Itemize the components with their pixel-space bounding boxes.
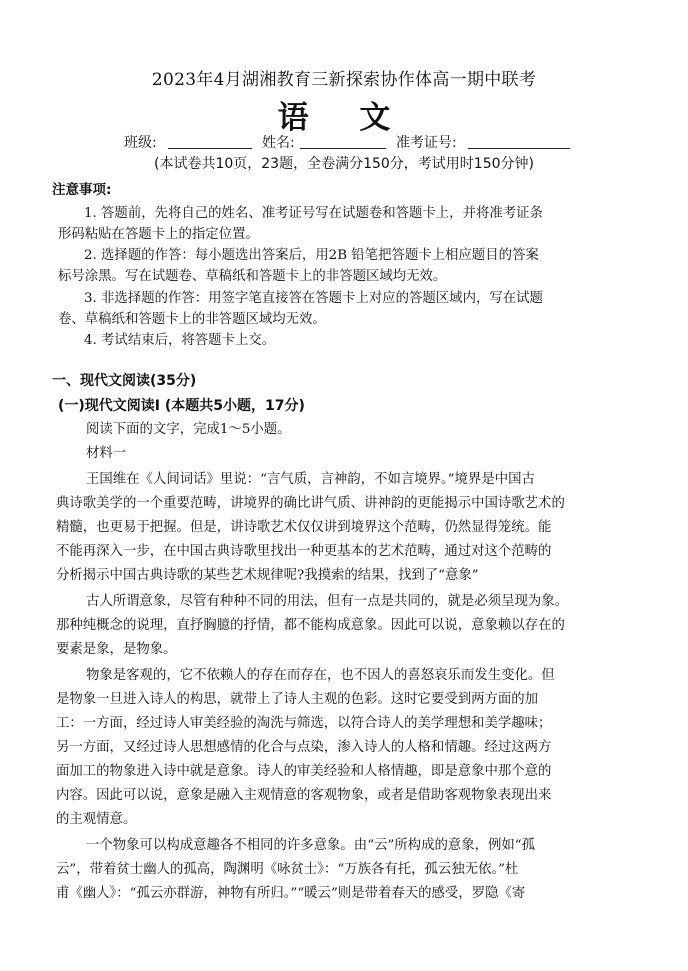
- body-line: 甫《幽人》：“孤云亦群游，神物有所归。”“暖云”则是带着春天的感受，罗隐《寄: [56, 886, 526, 901]
- instruction-text: 阅读下面的文字，完成1～5小题。: [86, 422, 291, 437]
- body-line: 另一方面，又经过诗人思想感情的化合与点染，渗入诗人的人格和情趣。经过这两方: [56, 740, 552, 755]
- body-line: 古人所谓意象，尽管有种种不同的用法，但有一点是共同的，就是必须呈现为象。: [86, 594, 569, 609]
- notice-heading: 注意事项:: [52, 182, 112, 198]
- exam-note: (本试卷共10页，23题，全卷满分150分，考试用时150分钟): [154, 156, 534, 172]
- body-line: 一个物象可以构成意趣各不相同的许多意象。由“云”所构成的意象，例如“孤: [86, 838, 536, 853]
- class-label: 班级:: [124, 135, 157, 151]
- notice-line: 形码粘贴在答题卡上的指定位置。: [58, 227, 259, 242]
- body-line: 内容。因此可以说，意象是融入主观情意的客观物象，或者是借助客观物象表现出来: [56, 788, 552, 803]
- exam-title: 2023年4月湖湘教育三新探索协作体高一期中联考: [151, 70, 537, 90]
- body-line: 是物象一旦进入诗人的构思，就带上了诗人主观的色彩。这时它要受到两方面的加: [56, 692, 539, 707]
- notice-line: 2. 选择题的作答：每小题选出答案后，用2B 铅笔把答题卡上相应题目的答案: [84, 248, 539, 263]
- material-label: 材料一: [86, 446, 127, 461]
- subject-title: 语 文: [277, 100, 411, 136]
- name-label: 姓名:: [262, 135, 295, 151]
- body-line: 不能再深入一步，在中国古典诗歌里找出一种更基本的艺术范畴，通过对这个范畴的: [56, 544, 552, 559]
- body-line: 的主观情意。: [56, 812, 137, 827]
- notice-line: 4. 考试结束后，将答题卡上交。: [84, 333, 276, 348]
- body-line: 那种纯概念的说理，直抒胸臆的抒情，都不能构成意象。因此可以说，意象赖以存在的: [56, 618, 565, 633]
- body-line: 云”，带着贫士幽人的孤高，陶渊明《咏贫士》：“万族各有托，孤云独无依。”杜: [56, 862, 519, 877]
- subsection-heading: (一)现代文阅读Ⅰ (本题共5小题，17分): [58, 398, 305, 414]
- notice-line: 1. 答题前，先将自己的姓名、准考证号写在试题卷和答题卡上，并将准考证条: [84, 206, 543, 221]
- body-line: 分析揭示中国古典诗歌的某些艺术规律呢?我摸索的结果，找到了“意象”: [56, 568, 479, 583]
- notice-line: 3. 非选择题的作答：用签字笔直接答在答题卡上对应的答题区域内，写在试题: [84, 291, 543, 306]
- body-line: 物象是客观的，它不依赖人的存在而存在，也不因人的喜怒哀乐而发生变化。但: [86, 668, 555, 683]
- body-line: 工：一方面，经过诗人审美经验的淘洗与筛选，以符合诗人的美学理想和美学趣味；: [56, 716, 552, 731]
- class-field[interactable]: [168, 134, 252, 149]
- body-line: 王国维在《人间词话》里说：“言气质，言神韵，不如言境界。”境界是中国古: [86, 472, 535, 487]
- body-line: 精髓，也更易于把握。但是，讲诗歌艺术仅仅讲到境界这个范畴，仍然显得笼统。能: [56, 520, 552, 535]
- id-label: 准考证号:: [396, 135, 457, 151]
- section-heading: 一、现代文阅读(35分): [52, 373, 197, 389]
- id-field[interactable]: [468, 134, 570, 149]
- body-line: 面加工的物象进入诗中就是意象。诗人的审美经验和人格情趣，即是意象中那个意的: [56, 764, 552, 779]
- body-line: 要素是象，是物象。: [56, 642, 177, 657]
- body-line: 典诗歌美学的一个重要范畴，讲境界的确比讲气质、讲神韵的更能揭示中国诗歌艺术的: [56, 496, 565, 511]
- notice-line: 卷、草稿纸和答题卡上的非答题区域均无效。: [58, 312, 326, 327]
- notice-line: 标号涂黑。写在试题卷、草稿纸和答题卡上的非答题区域均无效。: [58, 269, 447, 284]
- name-field[interactable]: [300, 134, 386, 149]
